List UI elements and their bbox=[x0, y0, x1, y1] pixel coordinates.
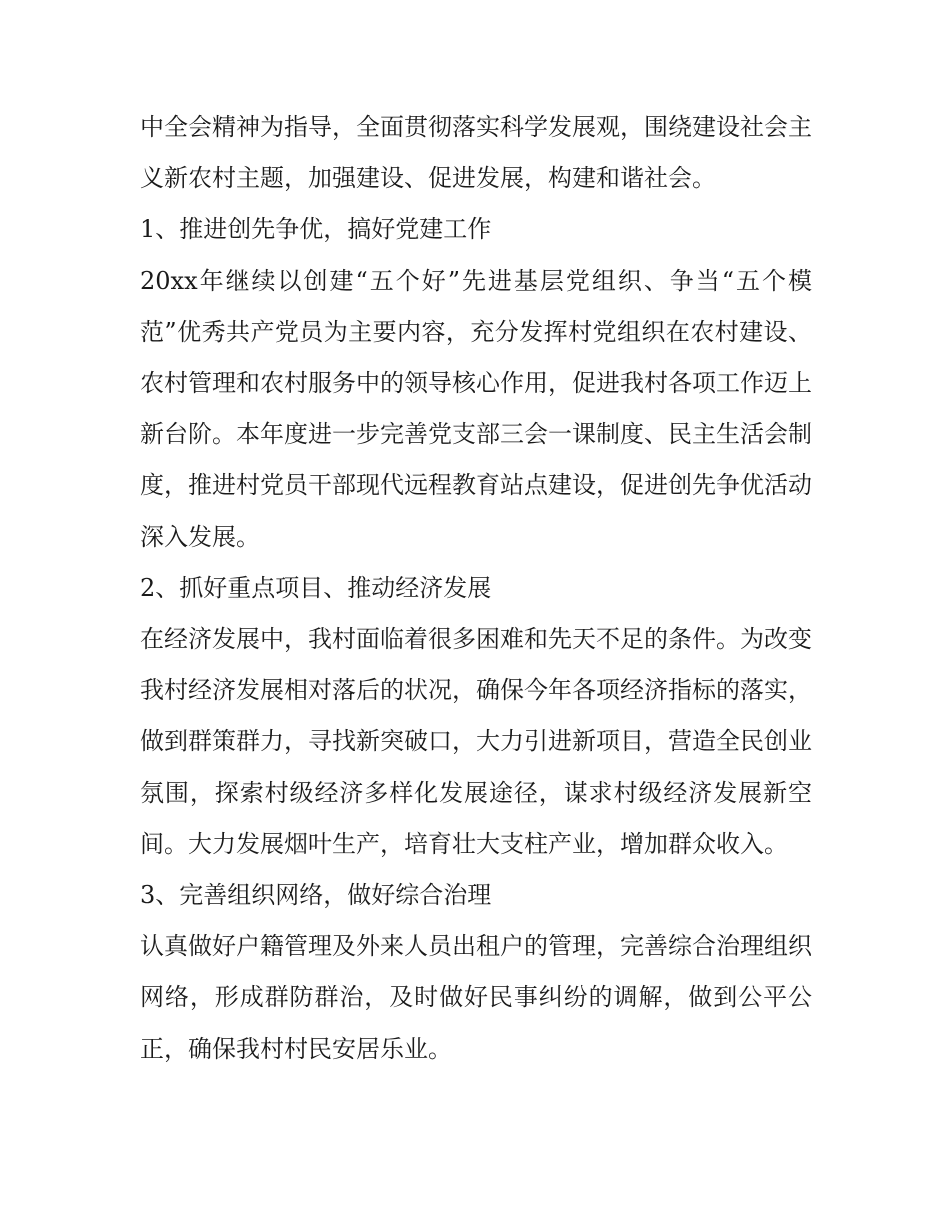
paragraph-governance: 认真做好户籍管理及外来人员出租户的管理，完善综合治理组织网络，形成群防群治，及时做好民事纠纷的调解，做到公平公正，确保我村村民安居乐业。 bbox=[140, 932, 812, 1063]
paragraph-economy: 在经济发展中，我村面临着很多困难和先天不足的条件。为改变我村经济发展相对落后的状况，确保今年各项经济指标的落实，做到群策群力，寻找新突破口，大力引进新项目，营造全民创业氛围，探索村级经济多样化发展途径，谋求村级经济发展新空间。大力发展烟叶生产，培育壮大支柱产业，增加群众收入。 bbox=[140, 625, 812, 858]
section-heading-economy: 2、抓好重点项目、推动经济发展 bbox=[140, 573, 492, 602]
section-heading-party-building: 1、推进创先争优，搞好党建工作 bbox=[140, 215, 492, 244]
paragraph-intro: 中全会精神为指导，全面贯彻落实科学发展观，围绕建设社会主义新农村主题，加强建设、促进发展，构建和谐社会。 bbox=[140, 113, 812, 193]
paragraph-party-building: 20xx年继续以创建“五个好”先进基层党组织、争当“五个模范”优秀共产党员为主要内容，充分发挥村党组织在农村建设、农村管理和农村服务中的领导核心作用，促进我村各项工作迈上新台阶。本年度进一步完善党支部三会一课制度、民主生活会制度，推进村党员干部现代远程教育站点建设，促进创先争优活动深入发展。 bbox=[140, 266, 812, 551]
document-body bbox=[140, 102, 812, 1075]
section-heading-governance: 3、完善组织网络，做好综合治理 bbox=[140, 881, 492, 910]
